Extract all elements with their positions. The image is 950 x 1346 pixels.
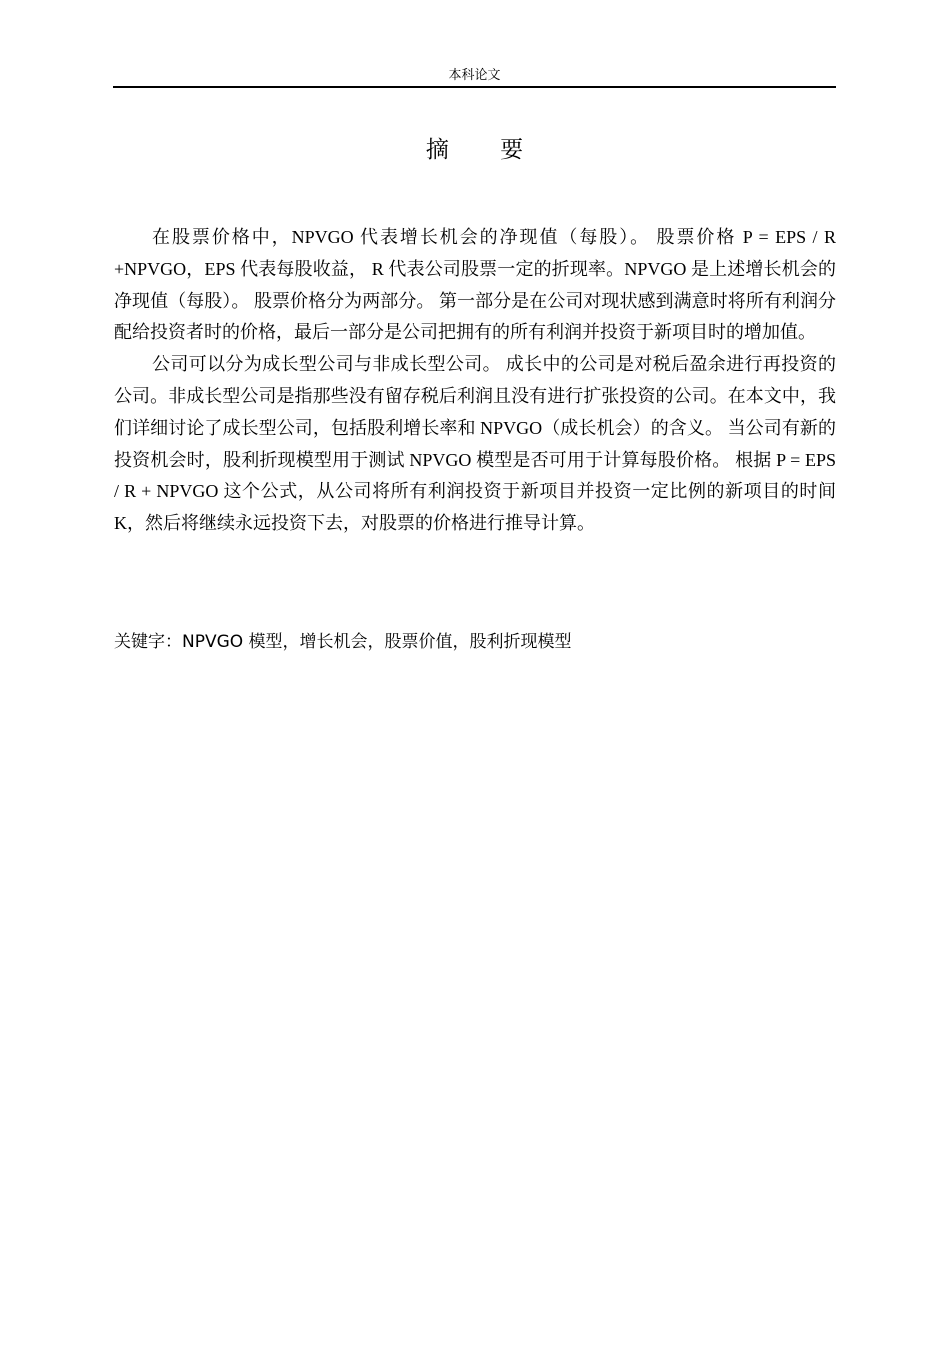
abstract-paragraph-1: 在股票价格中，NPVGO 代表增长机会的净现值（每股）。 股票价格 P = EPS / R +NPVGO，EPS 代表每股收益， R 代表公司股票一定的折现率。NPVGO 是上述增长机会的净现值（每股）。 股票价格分为两部分。 第一部分是在公司对现状感到满意时将所有利润分配给投资者时的价格，最后一部分是公司把拥有的所有利润并投资于新项目时的增加值。 [114,227,836,343]
keywords-label: 关键字： [114,632,182,652]
abstract-paragraph-2: 公司可以分为成长型公司与非成长型公司。 成长中的公司是对税后盈余进行再投资的公司。非成长型公司是指那些没有留存税后利润且没有进行扩张投资的公司。在本文中，我们详细讨论了成长型公司，包括股利增长率和 NPVGO（成长机会）的含义。 当公司有新的投资机会时，股利折现模型用于测试 NPVGO 模型是否可用于计算每股价格。 根据 P = EPS / R + NPVGO 这个公式，从公司将所有利润投资于新项目并投资一定比例的新项目的时间 K，然后将继续永远投资下去，对股票的价格进行推导计算。 [114,354,836,534]
page-header: 本科论文 [448,67,501,82]
abstract-title: 摘 要 [425,137,546,163]
abstract-body [114,222,836,540]
header-rule [113,86,836,88]
keywords-values: NPVGO 模型，增长机会，股票价值，股利折现模型 [182,632,572,652]
keywords-line [114,627,836,656]
